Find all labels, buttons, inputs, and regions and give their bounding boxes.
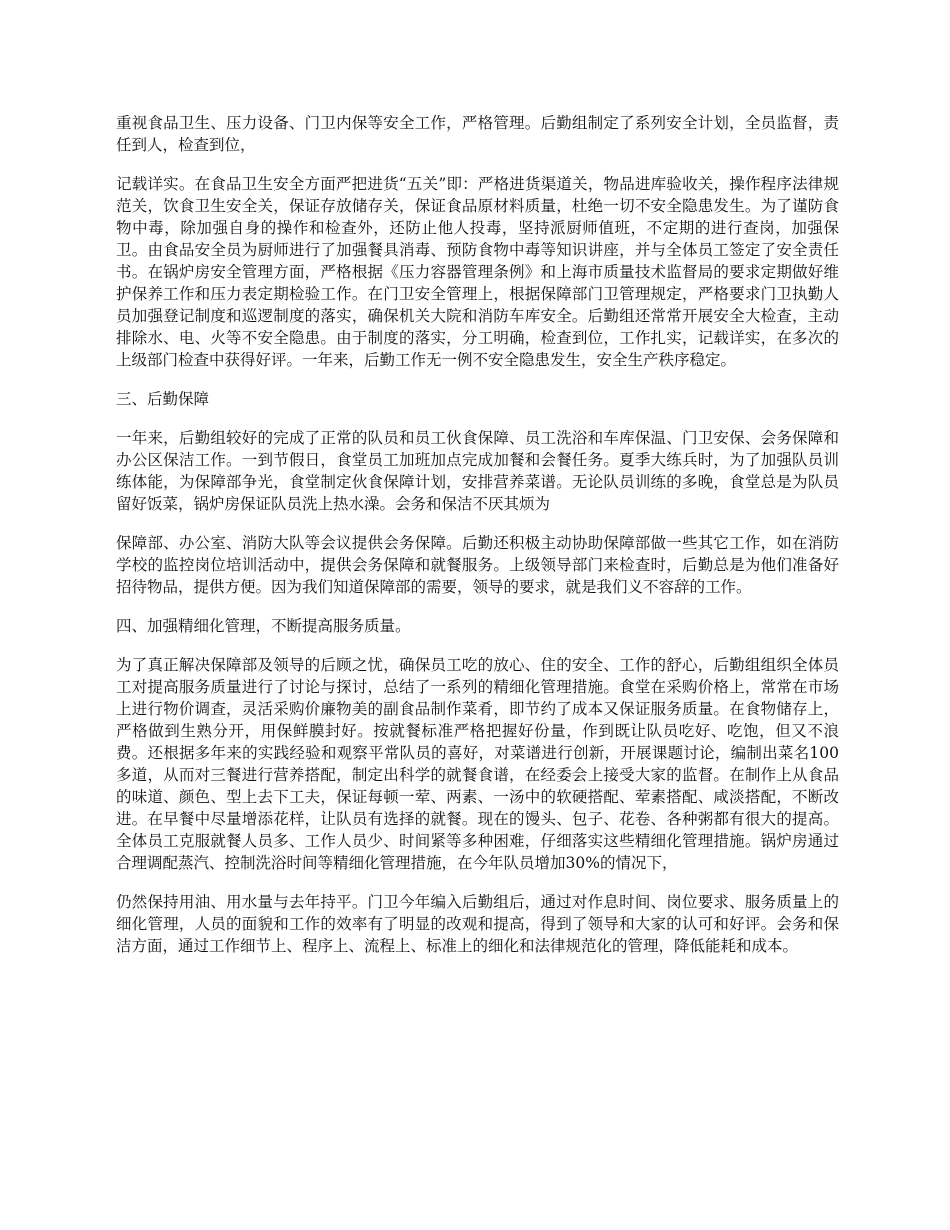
section-heading-refinement: 四、加强精细化管理，不断提高服务质量。 bbox=[116, 617, 411, 635]
paragraph-refinement-measures: 为了真正解决保障部及领导的后顾之忧，确保员工吃的放心、住的安全、工作的舒心，后勤组组织全体员工对提高服务质量进行了讨论与探讨，总结了一系列的精细化管理措施。食堂在采购价格上，常常在市场上进行物价调查，灵活采购价廉物美的副食品制作菜肴，即节约了成本又保证服务质量。在食物储存上，严格做到生熟分开，用保鲜膜封好。按就餐标准严格把握好份量，作到既让队员吃好、吃饱，但又不浪费。还根据多年来的实践经验和观察平常队员的喜好，对菜谱进行创新，开展课题讨论，编制出菜名100多道，从而对三餐进行营养搭配，制定出科学的就餐食谱，在经委会上接受大家的监督。在制作上从食品的味道、颜色、型上去下工夫，保证每顿一荤、两素、一汤中的软硬搭配、荤素搭配、咸淡搭配，不断改进。在早餐中尽量增添花样，让队员有选择的就餐。现在的馒头、包子、花卷、各种粥都有很大的提高。全体员工克服就餐人员多、工作人员少、时间紧等多种困难，仔细落实这些精细化管理措施。锅炉房通过合理调配蒸汽、控制洗浴时间等精细化管理措施，在今年队员增加30%的情况下， bbox=[116, 656, 839, 872]
document-page bbox=[116, 112, 839, 974]
paragraph-refinement-results: 仍然保持用油、用水量与去年持平。门卫今年编入后勤组后，通过对作息时间、岗位要求、服务质量上的细化管理，人员的面貌和工作的效率有了明显的改观和提高，得到了领导和大家的认可和好评。会务和保洁方面，通过工作细节上、程序上、流程上、标准上的细化和法律规范化的管理，降低能耗和成本。 bbox=[116, 893, 839, 955]
paragraph-safety-intro: 重视食品卫生、压力设备、门卫内保等安全工作，严格管理。后勤组制定了系列安全计划，全员监督，责任到人，检查到位， bbox=[116, 114, 839, 154]
paragraph-logistics-meetings: 保障部、办公室、消防大队等会议提供会务保障。后勤还积极主动协助保障部做一些其它工作，如在消防学校的监控岗位培训活动中，提供会务保障和就餐服务。上级领导部门来检查时，后勤总是为他们准备好招待物品，提供方便。因为我们知道保障部的需要，领导的要求，就是我们义不容辞的工作。 bbox=[116, 534, 839, 596]
paragraph-logistics-year: 一年来，后勤组较好的完成了正常的队员和员工伙食保障、员工洗浴和车库保温、门卫安保、会务保障和办公区保洁工作。一到节假日，食堂员工加班加点完成加餐和会餐任务。夏季大练兵时，为了加强队员训练体能，为保障部争光，食堂制定伙食保障计划，安排营养菜谱。无论队员训练的多晚，食堂总是为队员留好饭菜，锅炉房保证队员洗上热水澡。会务和保洁不厌其烦为 bbox=[116, 429, 839, 513]
section-heading-logistics: 三、后勤保障 bbox=[116, 390, 210, 408]
paragraph-safety-details: 记载详实。在食品卫生安全方面严把进货“五关”即：严格进货渠道关，物品进库验收关，操作程序法律规范关，饮食卫生安全关，保证存放储存关，保证食品原材料质量，杜绝一切不安全隐患发生。为了谨防食物中毒，除加强自身的操作和检查外，还防止他人投毒，坚持派厨师值班，不定期的进行查岗，加强保卫。由食品安全员为厨师进行了加强餐具消毒、预防食物中毒等知识讲座，并与全体员工签定了安全责任书。在锅炉房安全管理方面，严格根据《压力容器管理条例》和上海市质量技术监督局的要求定期做好维护保养工作和压力表定期检验工作。在门卫安全管理上，根据保障部门卫管理规定，严格要求门卫执勤人员加强登记制度和巡逻制度的落实，确保机关大院和消防车库安全。后勤组还常常开展安全大检查，主动排除水、电、火等不安全隐患。由于制度的落实，分工明确，检查到位，工作扎实，记载详实，在多次的上级部门检查中获得好评。一年来，后勤工作无一例不安全隐患发生，安全生产秩序稳定。 bbox=[116, 175, 839, 369]
